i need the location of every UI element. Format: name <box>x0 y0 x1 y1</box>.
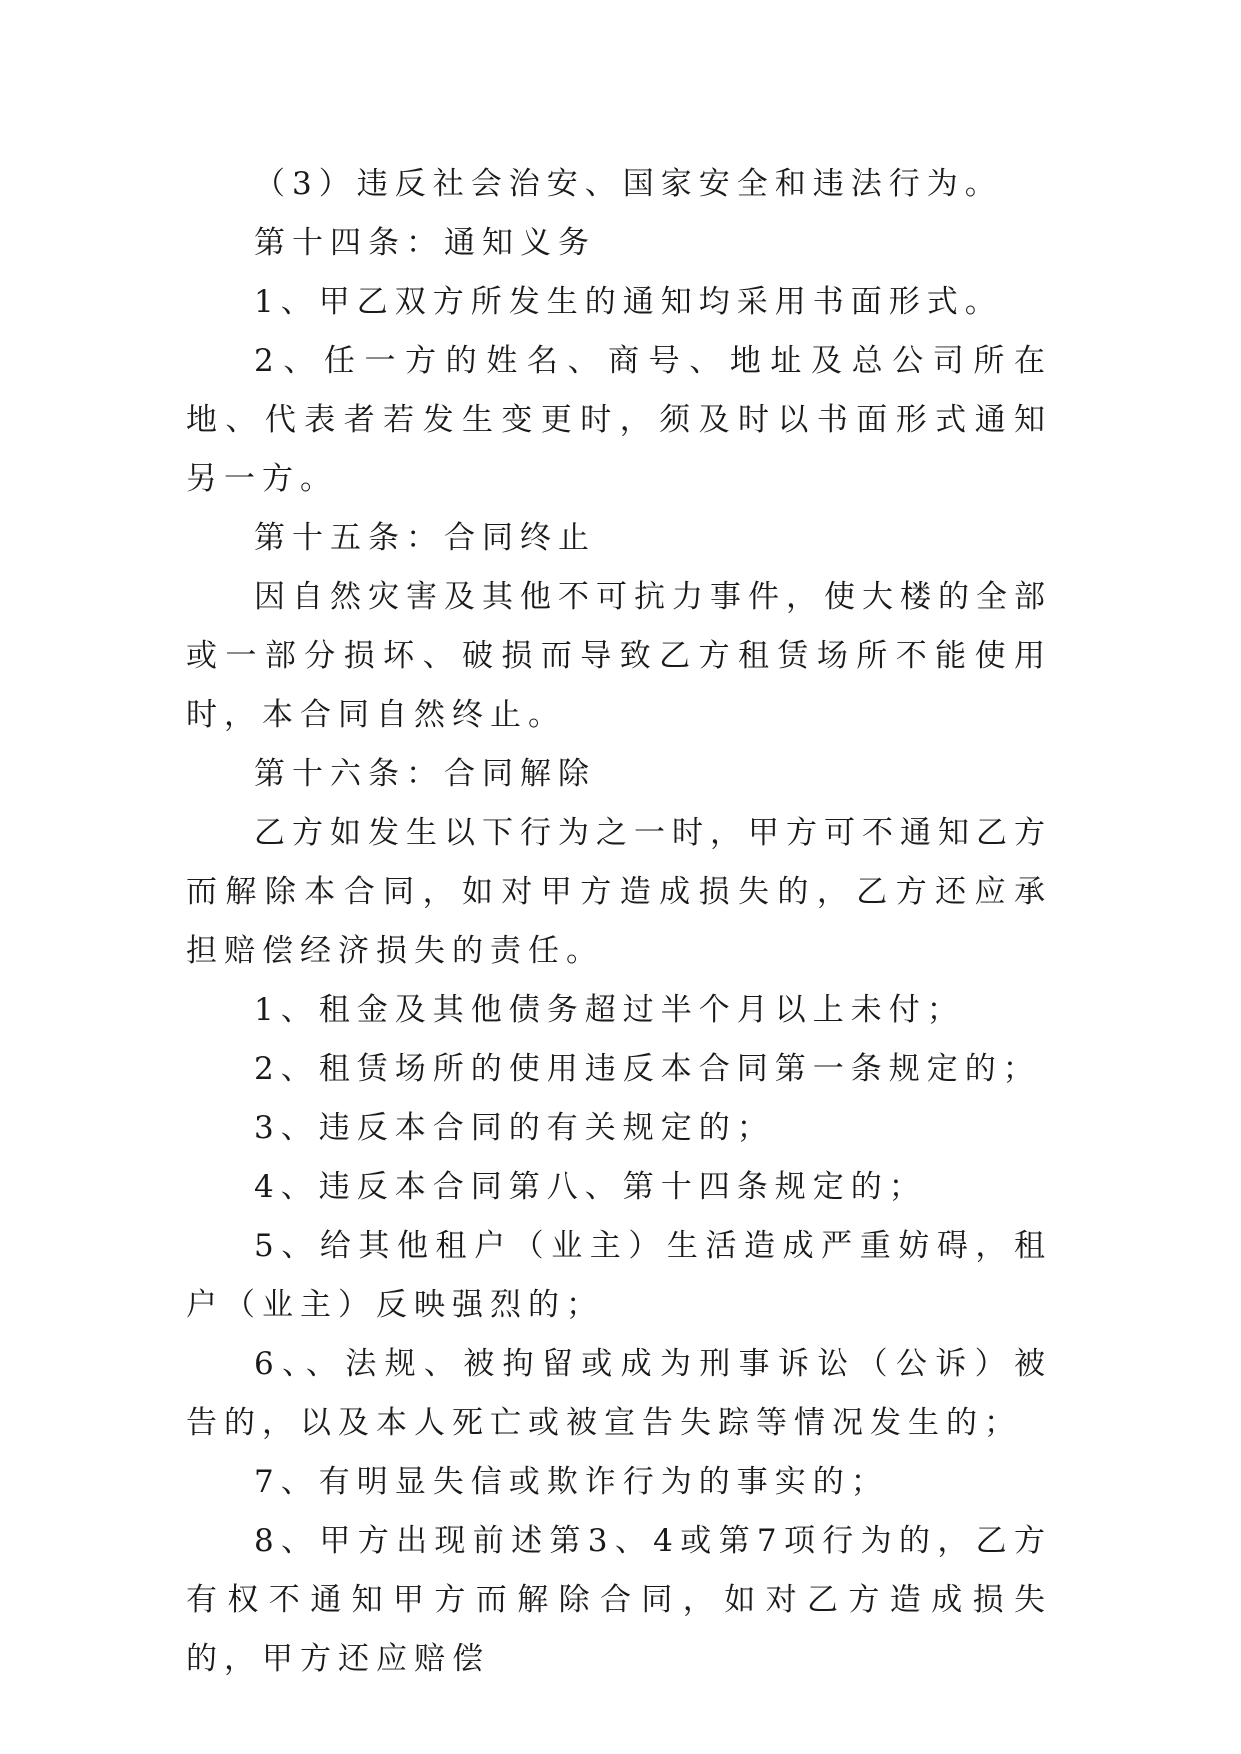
article-16-heading: 第十六条：合同解除 <box>254 756 596 792</box>
document-body <box>186 155 1052 1689</box>
paragraph-notice-1: 1、甲乙双方所发生的通知均采用书面形式。 <box>254 284 1003 320</box>
paragraph-rescission-7: 7、有明显失信或欺诈行为的事实的； <box>254 1464 889 1500</box>
paragraph-rescission-4: 4、违反本合同第八、第十四条规定的； <box>254 1169 927 1205</box>
article-14-heading: 第十四条：通知义务 <box>254 225 596 261</box>
paragraph-notice-2: 2、任一方的姓名、商号、地址及总公司所在地、代表者若发生变更时，须及时以书面形式通知另一方。 <box>186 343 1052 497</box>
paragraph-rescission-2: 2、租赁场所的使用违反本合同第一条规定的； <box>254 1051 1041 1087</box>
paragraph-rescission-3: 3、违反本合同的有关规定的； <box>254 1110 775 1146</box>
paragraph-rescission-6: 6、、法规、被拘留或成为刑事诉讼（公诉）被告的，以及本人死亡或被宣告失踪等情况发生的； <box>186 1346 1052 1441</box>
paragraph-rescission-8: 8、甲方出现前述第3、4或第7项行为的，乙方有权不通知甲方而解除合同，如对乙方造成损失的，甲方还应赔偿 <box>186 1523 1053 1677</box>
paragraph-clause-3: （3）违反社会治安、国家安全和违法行为。 <box>254 166 1003 202</box>
article-15-heading: 第十五条：合同终止 <box>254 520 596 556</box>
paragraph-rescission-5: 5、给其他租户（业主）生活造成严重妨碍，租户（业主）反映强烈的； <box>186 1228 1052 1323</box>
paragraph-rescission-1: 1、租金及其他债务超过半个月以上未付； <box>254 992 965 1028</box>
paragraph-termination: 因自然灾害及其他不可抗力事件，使大楼的全部或一部分损坏、破损而导致乙方租赁场所不能使用时，本合同自然终止。 <box>186 579 1052 733</box>
paragraph-rescission-intro: 乙方如发生以下行为之一时，甲方可不通知乙方而解除本合同，如对甲方造成损失的，乙方还应承担赔偿经济损失的责任。 <box>186 815 1052 969</box>
